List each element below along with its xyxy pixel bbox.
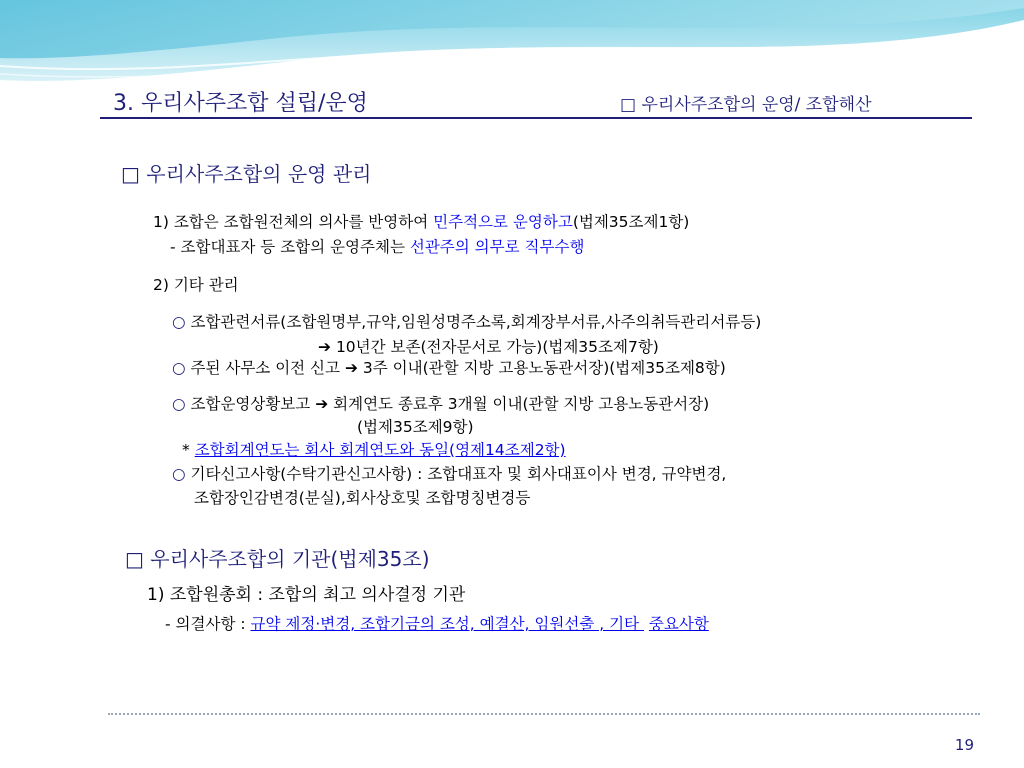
page-title: 3. 우리사주조합 설립/운영 <box>113 91 368 116</box>
operation-item-1 <box>153 210 689 232</box>
arrow-right-icon: ➔ <box>315 395 329 413</box>
arrow-right-icon: ➔ <box>318 338 331 356</box>
organs-item-1: 1) 조합원총회 : 조합의 최고 의사결정 기관 <box>147 585 466 605</box>
organs-item-1b <box>165 612 709 634</box>
footer-dotted-divider <box>108 713 980 715</box>
operation-item-2: 2) 기타 관리 <box>153 276 239 294</box>
asterisk-icon: * <box>182 441 190 459</box>
page-number: 19 <box>954 736 974 754</box>
item-text: 1) 조합은 조합원전체의 의사를 반영하여 <box>153 213 434 231</box>
circle-bullet-icon: ○ <box>172 359 186 377</box>
circle-bullet-icon: ○ <box>172 465 186 483</box>
note-text: 조합회계연도는 회사 회계연도와 동일(영제14조제2항) <box>194 441 566 459</box>
section-heading-operation: □ 우리사주조합의 운영 관리 <box>121 162 372 186</box>
section-heading-organs: □ 우리사주조합의 기관(법제35조) <box>125 547 430 571</box>
bullet-status-report <box>172 392 709 414</box>
circle-bullet-icon: ○ <box>172 395 186 413</box>
bullet-status-report-ref: (법제35조제9항) <box>357 418 474 436</box>
bullet-text: 회계연도 종료후 3개월 이내(관할 지방 고용노동관서장) <box>333 395 710 413</box>
resolution-items-important: 중요사항 <box>648 615 709 633</box>
operation-item-1b <box>170 235 584 257</box>
item-text: - 조합대표자 등 조합의 운영주체는 <box>170 238 410 256</box>
bullet-text: 3주 이내(관할 지방 고용노동관서장)(법제35조제8항) <box>362 359 726 377</box>
bullet-text: 주된 사무소 이전 신고 <box>190 359 341 377</box>
bullet-documents-sub <box>318 335 659 357</box>
bullet-other-reports-line2: 조합장인감변경(분실),회사상호및 조합명칭변경등 <box>194 489 531 507</box>
arrow-right-icon: ➔ <box>344 359 358 377</box>
highlight-text: 민주적으로 운영하고 <box>433 213 573 231</box>
page-subtitle: □ 우리사주조합의 운영/ 조합해산 <box>620 95 872 115</box>
highlight-text: 선관주의 의무로 직무수행 <box>409 238 585 256</box>
bullet-text: 조합운영상황보고 <box>190 395 311 413</box>
bullet-documents <box>172 310 761 332</box>
bullet-text: 기타신고사항(수탁기관신고사항) : 조합대표자 및 회사대표이사 변경, 규약변경, <box>190 465 727 483</box>
bullet-text: 조합관련서류(조합원명부,규약,임원성명주소록,회계장부서류,사주의취득관리서류등) <box>190 313 762 331</box>
bullet-other-reports <box>172 462 726 484</box>
bullet-office-move <box>172 356 726 378</box>
fiscal-year-note <box>182 438 566 460</box>
resolution-items: 규약 제정·변경, 조합기금의 조성, 예결산, 임원선출 , 기타 <box>250 615 644 633</box>
law-reference: (법제35조제1항) <box>572 213 690 231</box>
circle-bullet-icon: ○ <box>172 313 186 331</box>
title-underline <box>100 117 972 119</box>
bullet-sub-text: 10년간 보존(전자문서로 가능)(법제35조제7항) <box>335 338 659 356</box>
item-text: - 의결사항 : <box>165 615 251 633</box>
